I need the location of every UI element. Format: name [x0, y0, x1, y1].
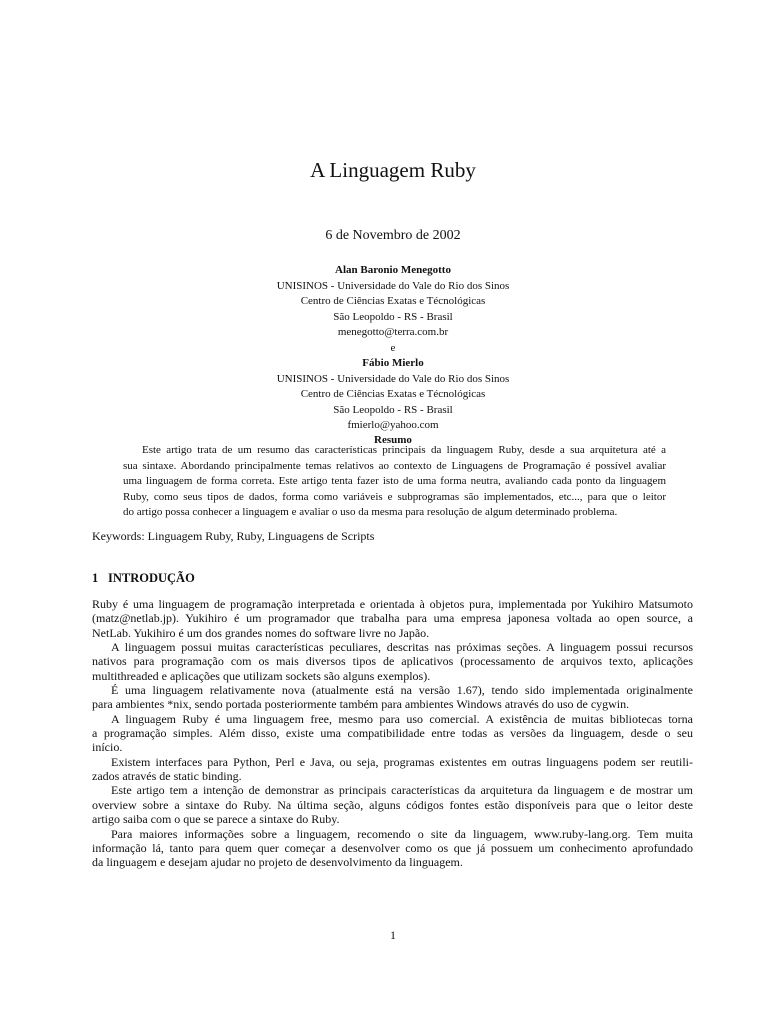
- body-line: (matz@netlab.jp). Yukihiro é um programador que trabalha para uma empresa japonesa voltada ao open source, a: [92, 611, 693, 626]
- section-heading: [92, 570, 195, 586]
- body-line: Este artigo tem a intenção de demonstrar as principais características da arquitetura da linguagem e de mostrar um: [111, 783, 693, 798]
- author-institution: UNISINOS - Universidade do Vale do Rio dos Sinos: [276, 279, 510, 292]
- author-name: Alan Baronio Menegotto: [335, 264, 451, 276]
- body-line: zados através de static binding.: [92, 769, 242, 784]
- body-line: informação lá, tanto para quem quer começar a desenvolver como os que já possuem um conhecimento aprofundado: [92, 840, 693, 855]
- section-number: 1: [92, 571, 99, 585]
- body-line: da linguagem e desejam ajudar no projeto de desenvolvimento da linguagem.: [92, 855, 463, 870]
- abstract-line: sua sintaxe. Abordando principalmente temas relativos ao contexto de Linguagens de Programação é possível avaliar: [123, 459, 666, 472]
- body-line: Para maiores informações sobre a linguagem, recomendo o site da linguagem, www.ruby-lang.org. Tem muita: [111, 826, 693, 841]
- body-line: Existem interfaces para Python, Perl e Java, ou seja, programas existentes em outras linguagens podem ser reutili-: [111, 754, 693, 769]
- keywords: Keywords: Linguagem Ruby, Ruby, Linguagens de Scripts: [92, 529, 375, 543]
- abstract-line: Este artigo trata de um resumo das características principais da linguagem Ruby, desde a sua arquitetura até a: [142, 444, 666, 456]
- body-line: multithreaded e aplicações que utilizam sockets são alguns exemplos).: [92, 668, 431, 683]
- author-center: Centro de Ciências Exatas e Técnológicas: [300, 295, 486, 307]
- body-line: Ruby é uma linguagem de programação interpretada e orientada à objetos pura, implementada por Yukihiro Matsumoto: [92, 597, 693, 611]
- abstract-line: uma linguagem de forma correta. Este artigo tenta fazer isto de uma forma neutra, avaliando cada ponto da linguagem: [123, 475, 666, 488]
- body-line: A linguagem Ruby é uma linguagem free, mesmo para uso comercial. A existência de muitas bibliotecas torna: [111, 711, 693, 726]
- body-line: nativos para programação com os mais diversos tipos de aplicativos (processamento de arquivos texto, aplicações: [92, 654, 693, 669]
- abstract-line: Ruby, como seus tipos de dados, forma como variáveis e subprogramas são implementados, etc..., para que o leitor: [123, 490, 666, 503]
- author-center: Centro de Ciências Exatas e Técnológicas: [300, 388, 486, 400]
- author-name: Fábio Mierlo: [362, 357, 424, 369]
- author-location: São Leopoldo - RS - Brasil: [333, 310, 453, 323]
- paper-date: 6 de Novembro de 2002: [325, 228, 461, 243]
- section-title: INTRODUÇÃO: [108, 571, 195, 585]
- abstract-heading: Resumo: [374, 434, 412, 446]
- body-line: overview sobre a sintaxe do Ruby. Na última seção, alguns códigos fontes estão disponíveis para que o leitor deste: [92, 797, 693, 812]
- author-separator: e: [390, 341, 396, 354]
- abstract-text: [123, 443, 666, 521]
- author-email: fmierlo@yahoo.com: [347, 419, 439, 431]
- body-line: a programação simples. Além disso, existe uma compatibilidade entre todas as versões da linguagem, desde o seu: [92, 726, 693, 741]
- author-email: menegotto@terra.com.br: [337, 326, 449, 338]
- paper-title: A Linguagem Ruby: [310, 158, 476, 182]
- page-number: 1: [390, 928, 396, 942]
- body-line: É uma linguagem relativamente nova (atualmente está na versão 1.67), tendo sido implementada originalmente: [111, 683, 693, 698]
- body-line: artigo saiba com o que se parece a sintaxe do Ruby.: [92, 812, 340, 827]
- body-line: para ambientes *nix, sendo portada posteriormente também para ambientes Windows através do uso de cygwin.: [92, 697, 630, 712]
- author-block: [0, 263, 768, 434]
- body-line: A linguagem possui muitas características peculiares, descritas nas próximas seções. A linguagem possui recursos: [111, 640, 693, 655]
- body-text: [92, 597, 693, 870]
- author-institution: UNISINOS - Universidade do Vale do Rio dos Sinos: [276, 372, 510, 385]
- body-line: início.: [92, 740, 123, 755]
- abstract-line: do artigo possa conhecer a linguagem e avaliar o uso da mesma para resolução de algum determinado problema.: [123, 506, 618, 519]
- author-location: São Leopoldo - RS - Brasil: [333, 403, 453, 416]
- body-line: NetLab. Yukihiro é um dos grandes nomes do software livre no Japão.: [92, 625, 430, 640]
